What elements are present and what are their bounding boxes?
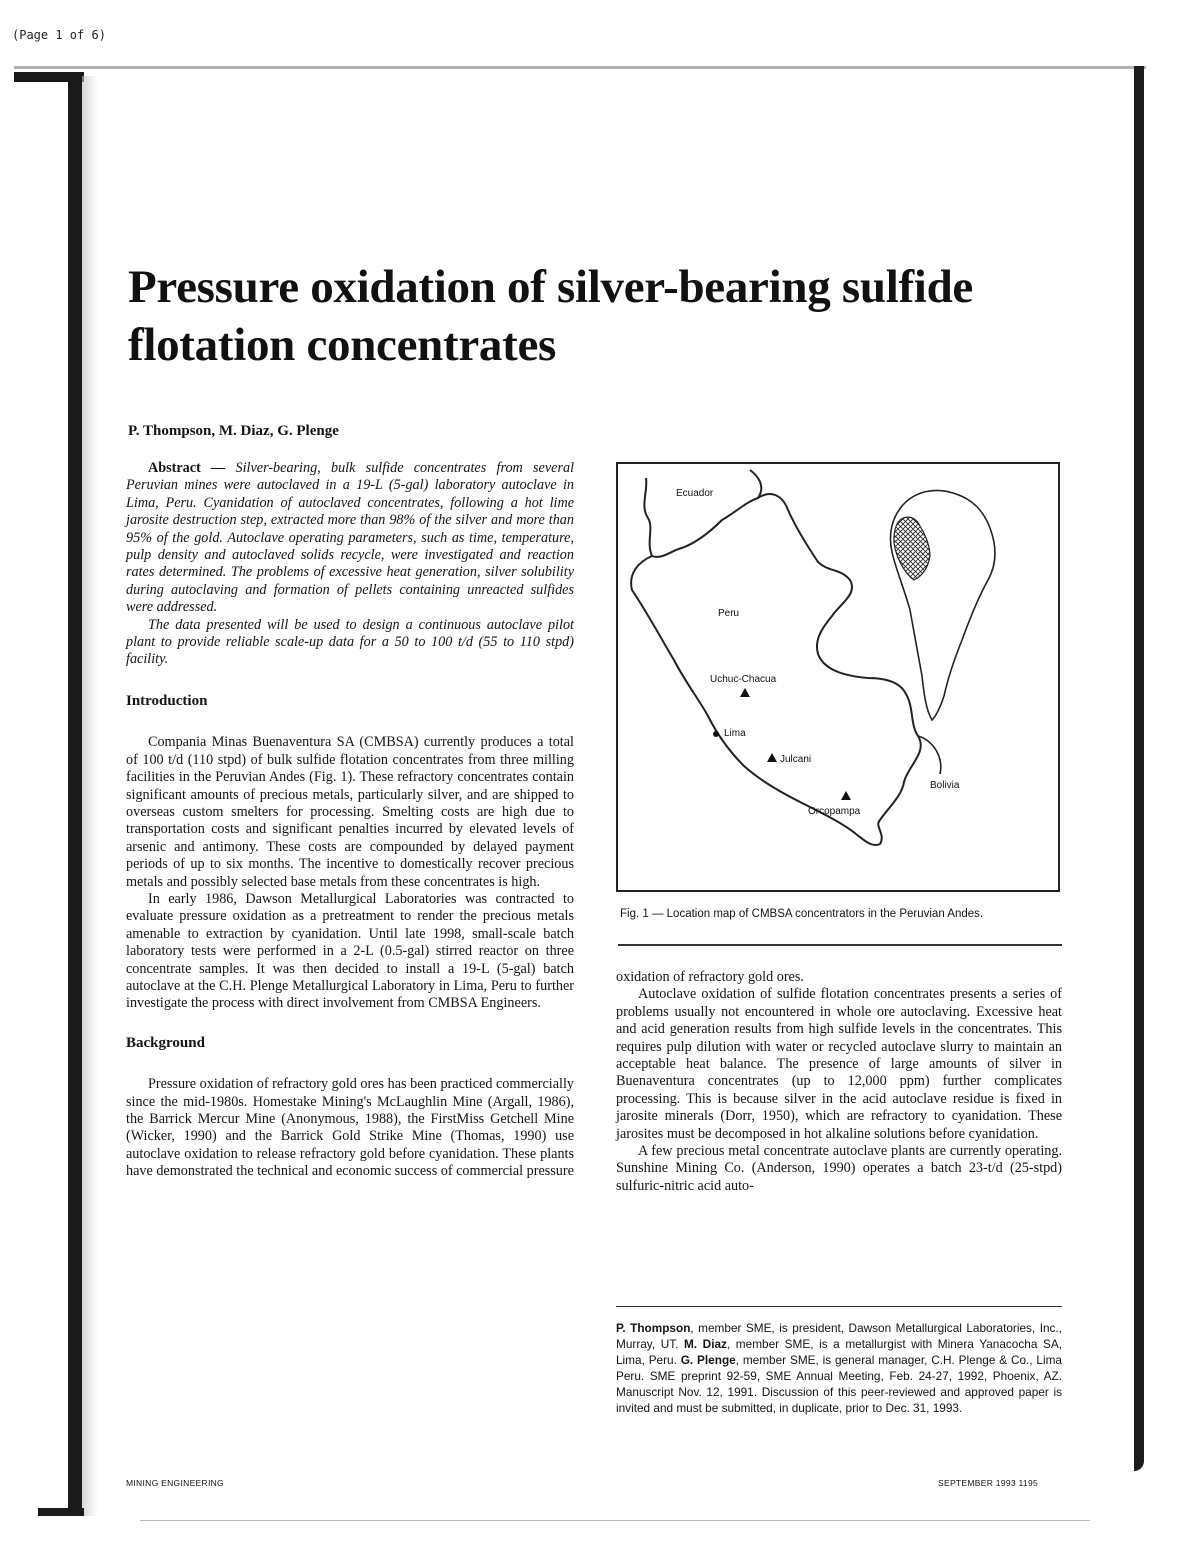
right-paragraph-3: A few precious metal concentrate autoclave plants are currently operating. Sunshine Mining Co. (Anderson, 1990) operates a batch 23-t/d (25-stpd) sulfuric-nitric acid auto- [616, 1143, 1062, 1194]
footer-date-page: SEPTEMBER 1993 1195 [938, 1478, 1039, 1488]
scan-left-cap-bottom [38, 1508, 84, 1516]
article-authors: P. Thompson, M. Diaz, G. Plenge [128, 423, 339, 439]
abstract-paragraph-2: The data presented will be used to design a continuous autoclave pilot plant to provide reliable scale-up data for a 50 to 100 t/d (55 to 110 stpd) facility. [126, 616, 574, 668]
julcani-marker [767, 753, 777, 762]
scan-bottom-rule [140, 1520, 1090, 1521]
label-orcopampa: Orcopampa [808, 806, 861, 817]
label-uchuc-chacua: Uchuc-Chacua [710, 674, 777, 685]
right-paragraph-2: Autoclave oxidation of sulfide flotation concentrates presents a series of problems usually not encountered in whole ore autoclaving. Excessive heat and acid generation results from high sulfide levels in the concentrates. This requires pulp dilution with water or recycled autoclave slurry to maintain an acceptable heat balance. The presence of large amounts of silver in Buenaventura concentrates (up to 12,000 ppm) further complicates processing. This is because silver in the acid autoclave residue is fixed in jarosite minerals (Dorr, 1950), which are refractory to cyanidation. These jarosites must be decomposed in hot alkaline solutions before cyanidation. [616, 986, 1062, 1142]
introduction-paragraph-2: In early 1986, Dawson Metallurgical Laboratories was contracted to evaluate pressure oxidation as a pretreatment to render the precious metals amenable to extraction by cyanidation. Until late 1998, small-scale batch laboratory tests were performed in a 2-L (0.5-gal) stirred reactor on three concentrate samples. It was then decided to install a 19-L (5-gal) batch autoclave at the C.H. Plenge Metallurgical Laboratory in Lima, Peru to further investigate the process with direct involvement from CMBSA Engineers. [126, 890, 574, 1012]
figure-1-caption: Fig. 1 — Location map of CMBSA concentrators in the Peruvian Andes. [620, 908, 984, 920]
ecuador-outline [644, 470, 761, 557]
scan-right-bar [1134, 66, 1144, 1471]
footer-journal: MINING ENGINEERING [126, 1478, 224, 1488]
lima-marker [713, 731, 719, 737]
page-header: (Page 1 of 6) [12, 28, 106, 42]
uchuc-chacua-marker [740, 688, 750, 697]
peru-outline [631, 494, 921, 845]
footnote-text-1: , member SME, is president, Dawson Metallurgical Laboratories, Inc., Murray, UT. [616, 1321, 1062, 1351]
bolivia-boundary [918, 736, 941, 774]
abstract-text-1: Silver-bearing, bulk sulfide concentrates from several Peruvian mines were autoclaved in a 19-L (5-gal) laboratory autoclave in Lima, Peru. Cyanidation of autoclaved concentrates, following a hot lime jarosite destruction step, extracted more than 98% of the silver and more than 95% of the gold. Autoclave operating parameters, such as time, temperature, pulp density and autoclaved solids recycle, were investigated and reaction rates determined. The problems of excessive heat generation, silver solubility during autoclaving and formation of pellets containing unreacted sulfides were addressed. [126, 460, 575, 616]
footnote-name-1: P. Thompson [616, 1321, 691, 1335]
introduction-heading: Introduction [126, 692, 208, 709]
scan-left-bar [68, 76, 82, 1516]
right-column [616, 969, 1062, 1195]
left-column [126, 460, 574, 1181]
introduction-paragraph-1: Compania Minas Buenaventura SA (CMBSA) currently produces a total of 100 t/d (110 stpd) of bulk sulfide flotation concentrates from three milling facilities in the Peruvian Andes (Fig. 1). These refractory concentrates contain significant amounts of precious metals, particularly silver, and are shipped to overseas custom smelters for processing. Smelting costs are high due to transportation costs and significant penalties incurred by elevated levels of arsenic and antimony. These costs are compounded by delayed payment periods of up to six months. The incentive to domestically recover precious metals and possibly selected base metals from these concentrates is high. [126, 734, 574, 890]
footnote-text-2: , member SME, is a metallurgist with Minera Yanacocha SA, Lima, Peru. [616, 1337, 1062, 1367]
background-heading: Background [126, 1034, 205, 1051]
abstract-paragraph-1 [126, 460, 574, 617]
caption-rule [618, 944, 1062, 946]
footnote-text-3: , member SME, is general manager, C.H. Plenge & Co., Lima Peru. SME preprint 92-59, SME Annual Meeting, Feb. 24-27, 1992, Phoenix, AZ. Manuscript Nov. 12, 1991. Discussion of this peer-reviewed and approved paper is invited and must be submitted, in duplicate, prior to Dec. 31, 1993. [616, 1353, 1062, 1415]
peru-hatched-area [894, 517, 930, 580]
label-peru: Peru [718, 608, 740, 619]
footnote-name-2: M. Diaz [683, 1337, 727, 1351]
scan-left-shadow [82, 76, 98, 1516]
peru-location-map [618, 464, 1058, 890]
author-footnote [616, 1320, 1062, 1416]
orcopampa-marker [841, 791, 851, 800]
label-lima: Lima [724, 728, 746, 739]
footnote-rule [616, 1306, 1062, 1307]
background-paragraph-1: Pressure oxidation of refractory gold ores has been practiced commercially since the mid-1980s. Homestake Mining's McLaughlin Mine (Argall, 1986), the Barrick Mercur Mine (Anonymous, 1988), the FirstMiss Getchell Mine (Wicker, 1990) and the Barrick Gold Strike Mine (Thomas, 1990) use autoclave oxidation to release refractory gold before cyanidation. These plants have demonstrated the technical and economic success of commercial pressure [126, 1076, 574, 1180]
label-julcani: Julcani [780, 754, 812, 765]
label-bolivia: Bolivia [930, 780, 960, 791]
figure-1-map [616, 462, 1060, 892]
footnote-name-3: G. Plenge [680, 1353, 736, 1367]
label-ecuador: Ecuador [676, 488, 714, 499]
scan-top-rule [14, 66, 1146, 69]
abstract [126, 460, 574, 669]
article-title: Pressure oxidation of silver-bearing sulfide flotation concentrates [128, 261, 973, 371]
right-paragraph-1: oxidation of refractory gold ores. [616, 969, 804, 985]
abstract-label: Abstract — [148, 460, 226, 476]
